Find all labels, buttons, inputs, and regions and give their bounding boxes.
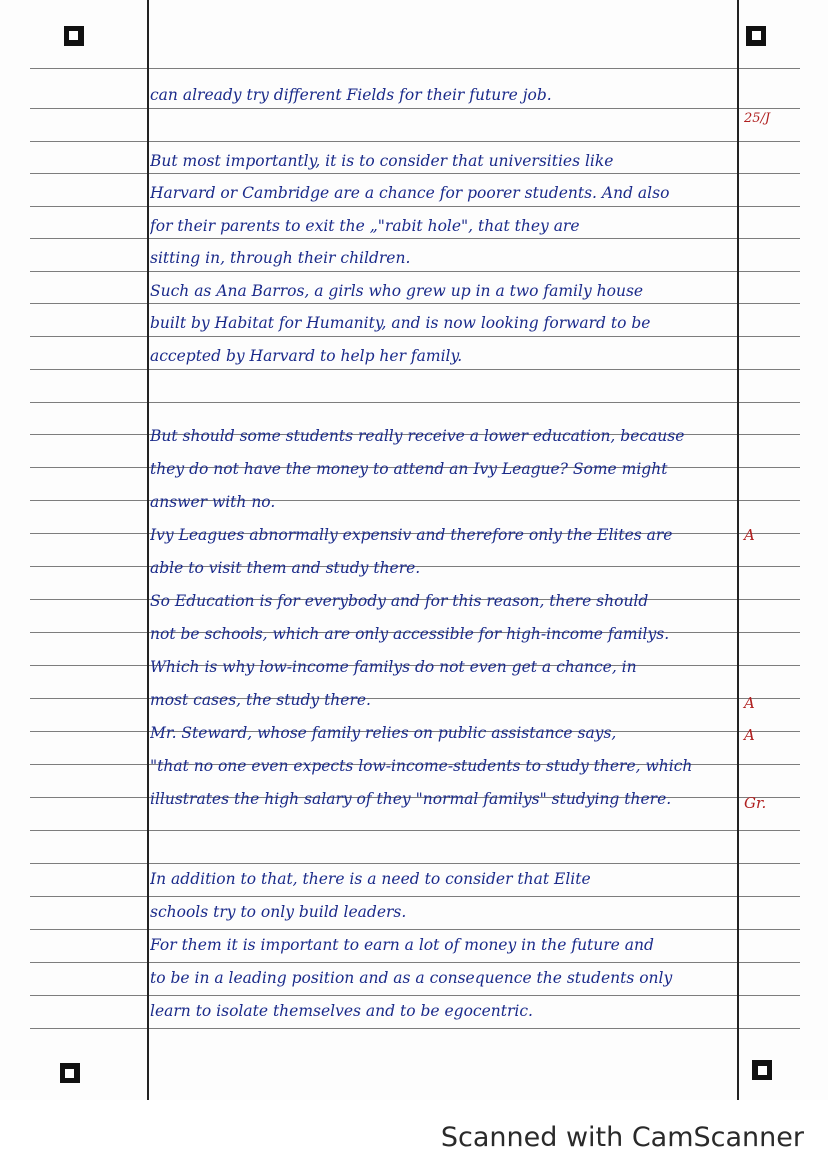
ruled-line	[30, 206, 800, 207]
margin-mark-gr: Gr.	[744, 794, 767, 812]
corner-marker-top-right	[746, 26, 766, 46]
ruled-line	[30, 369, 800, 370]
text-line-5: for their parents to exit the „"rabit hole", that they are	[150, 217, 580, 235]
text-line-28: learn to isolate themselves and to be egocentric.	[150, 1002, 533, 1020]
corner-marker-bottom-left	[60, 1063, 80, 1083]
text-line-1: can already try different Fields for their future job.	[150, 86, 552, 104]
margin-mark-a-1: A	[744, 526, 755, 544]
text-line-9: accepted by Harvard to help her family.	[150, 347, 463, 365]
text-line-16: So Education is for everybody and for this reason, there should	[150, 592, 649, 610]
text-line-3: But most importantly, it is to consider that universities like	[150, 152, 614, 170]
margin-score: 25/J	[744, 111, 771, 126]
scanner-watermark: Scanned with CamScanner	[440, 1122, 804, 1153]
text-line-25: schools try to only build leaders.	[150, 903, 407, 921]
text-line-24: In addition to that, there is a need to consider that Elite	[150, 870, 591, 888]
text-line-4: Harvard or Cambridge are a chance for poorer students. And also	[150, 184, 670, 202]
text-line-7: Such as Ana Barros, a girls who grew up in a two family house	[150, 282, 644, 300]
text-line-20: Mr. Steward, whose family relies on public assistance says,	[150, 724, 617, 742]
ruled-line	[30, 271, 800, 272]
ruled-line	[30, 336, 800, 337]
text-line-22: illustrates the high salary of they "normal familys" studying there.	[150, 790, 672, 808]
right-margin-line	[737, 0, 739, 1100]
ruled-line	[30, 68, 800, 69]
ruled-line	[30, 995, 800, 996]
text-line-12: they do not have the money to attend an Ivy League? Some might	[150, 460, 668, 478]
ruled-line	[30, 1028, 800, 1029]
ruled-line	[30, 929, 800, 930]
text-line-14: Ivy Leagues abnormally expensiv and therefore only the Elites are	[150, 526, 673, 544]
corner-marker-bottom-right	[752, 1060, 772, 1080]
ruled-line	[30, 962, 800, 963]
text-line-6: sitting in, through their children.	[150, 249, 411, 267]
margin-mark-a-3: A	[744, 726, 755, 744]
text-line-11: But should some students really receive a lower education, because	[150, 427, 685, 445]
text-line-18: Which is why low-income familys do not even get a chance, in	[150, 658, 637, 676]
text-line-13: answer with no.	[150, 493, 276, 511]
left-margin-line	[147, 0, 149, 1100]
ruled-line	[30, 830, 800, 831]
text-line-26: For them it is important to earn a lot of money in the future and	[150, 936, 654, 954]
text-line-17: not be schools, which are only accessible for high-income familys.	[150, 625, 670, 643]
ruled-line	[30, 863, 800, 864]
margin-mark-a-2: A	[744, 694, 755, 712]
ruled-line	[30, 141, 800, 142]
corner-marker-top-left	[64, 26, 84, 46]
text-line-27: to be in a leading position and as a consequence the students only	[150, 969, 673, 987]
ruled-line	[30, 108, 800, 109]
text-line-19: most cases, the study there.	[150, 691, 371, 709]
ruled-line	[30, 896, 800, 897]
ruled-line	[30, 402, 800, 403]
text-line-21: "that no one even expects low-income-students to study there, which	[150, 757, 693, 775]
text-line-8: built by Habitat for Humanity, and is now looking forward to be	[150, 314, 651, 332]
text-line-15: able to visit them and study there.	[150, 559, 421, 577]
